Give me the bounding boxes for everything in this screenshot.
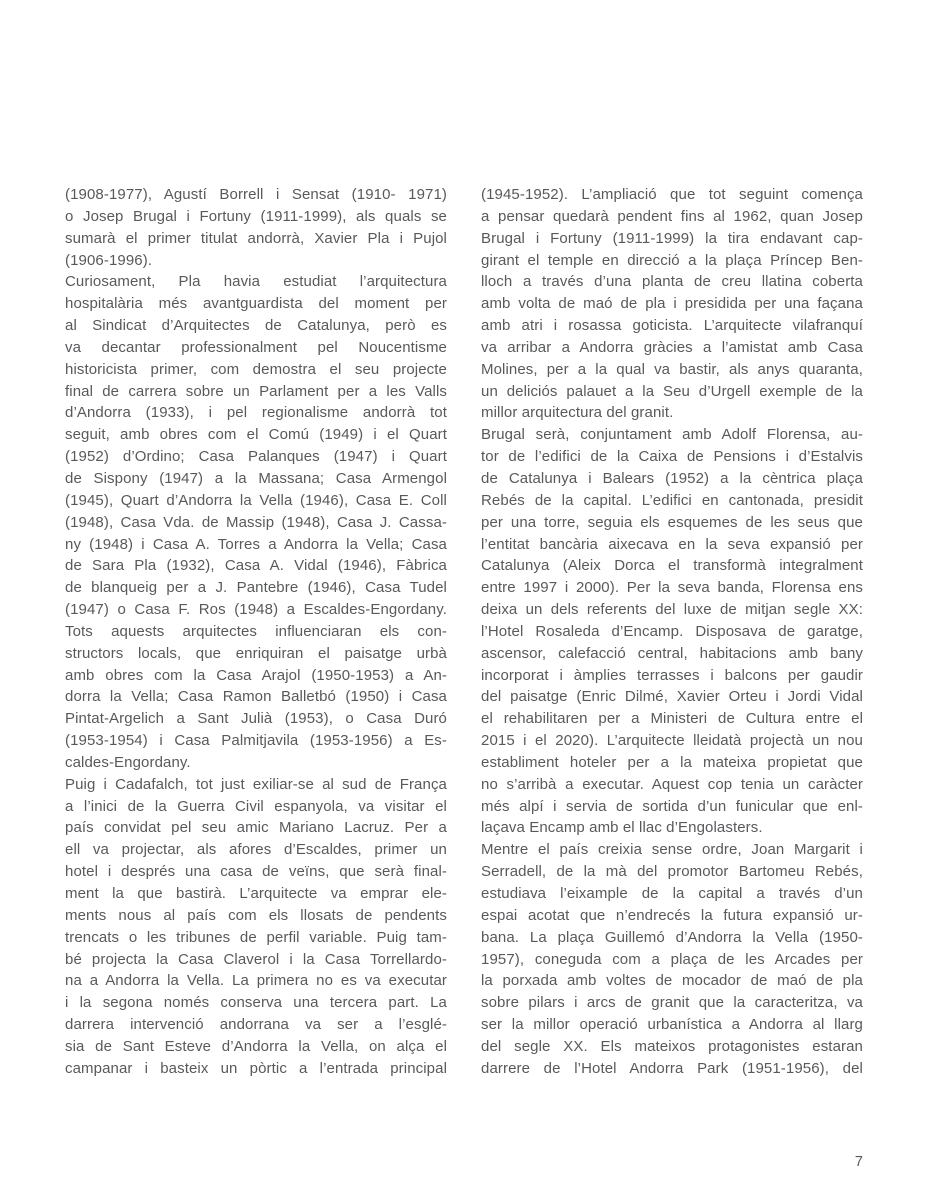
text-line: sia de Sant Esteve d’Andorra la Vella, on alça el [65,1037,447,1055]
text-line: darrera intervenció andorrana va ser a l’esglé- [65,1016,447,1034]
text-line: a l’inici de la Guerra Civil espanyola, va visitar el [65,797,447,815]
text-line: (1953-1954) i Casa Palmitjavila (1953-1956) a Es- [65,732,447,750]
text-columns [65,184,863,1080]
text-line: Rebés de la capital. L’edifici en cantonada, presidit [481,491,863,509]
text-line: (1947) o Casa F. Ros (1948) a Escaldes-Engordany. [65,601,447,619]
text-line: na a Andorra la Vella. La primera no es va executar [65,972,447,990]
text-line: del paisatge (Enric Dilmé, Xavier Orteu i Jordi Vidal [481,688,863,706]
text-line: ser la millor operació urbanística a Andorra al llarg [481,1016,863,1034]
text-line: espai acotat que n’endrecés la futura expansió ur- [481,906,863,924]
text-line: ments nous al país com els llosats de pendents [65,906,447,924]
text-line: tor de l’edifici de la Caixa de Pensions i d’Estalvis [481,448,863,466]
text-line: lloch a través d’una planta de creu llatina coberta [481,273,863,291]
text-line: l’Hotel Rosaleda d’Encamp. Disposava de garatge, [481,622,863,640]
text-line: bana. La plaça Guillemó d’Andorra la Vella (1950- [481,928,863,946]
page-number: 7 [854,1154,863,1170]
text-line: i la segona només conserva una tercera part. La [65,994,447,1012]
text-line: Tots aquests arquitectes influenciaran els con- [65,622,447,640]
text-line: final de carrera sobre un Parlament per a les Valls [65,382,447,400]
text-line: entre 1997 i 2000). Per la seva banda, Florensa ens [481,579,863,597]
text-line: estudiava l’eixample de la capital a través d’un [481,885,863,902]
text-line: Molines, per a la qual va bastir, als anys quaranta, [481,360,863,378]
text-line: laçava Encamp amb el llac d’Engolasters. [481,819,763,837]
text-line: del segle XX. Els mateixos protagonistes estaran [481,1037,863,1055]
text-line: amb volta de maó de pla i presidida per una façana [481,295,863,313]
text-line: structors locals, que enriquiran el paisatge urbà [65,644,447,662]
text-line: (1945-1952). L’ampliació que tot seguint comença [481,186,863,203]
text-line: més alpí i servia de sortida d’un funicular que enl- [481,797,863,815]
text-line: de Sara Pla (1932), Casa A. Vidal (1946), Fàbrica [65,557,447,575]
text-line: o Josep Brugal i Fortuny (1911-1999), als quals se [65,207,447,225]
text-line: la porxada amb voltes de mocador de maó de pla [481,972,863,990]
text-column-right [481,184,863,1080]
text-line: a pensar quedarà pendent fins al 1962, quan Josep [481,207,863,225]
text-line: sobre pilars i arcs de granit que la caracteritza, va [481,994,863,1012]
text-line: Curiosament, Pla havia estudiat l’arquitectura [65,273,447,291]
text-line: de Catalunya i Balears (1952) a la cèntrica plaça [481,469,863,487]
text-line: de blanqueig per a J. Pantebre (1946), Casa Tudel [65,579,447,597]
text-line: ascensor, calefacció central, habitacions amb bany [481,644,863,662]
text-line: historicista primer, com demostra el seu projecte [65,360,447,378]
text-line: Puig i Cadafalch, tot just exiliar-se al sud de França [65,775,447,793]
text-line: dorra la Vella; Casa Ramon Balletbó (1950) i Casa [65,688,447,706]
text-line: 2015 i el 2020). L’arquitecte lleidatà projectà un nou [481,732,863,750]
text-line: amb atri i rosassa goticista. L’arquitecte vilafranquí [481,317,863,335]
text-line: per una torre, seguia els esquemes de les seus que [481,513,863,531]
text-line: 1957), coneguda com a plaça de les Arcades per [481,950,863,968]
text-line: Serradell, de la mà del promotor Bartomeu Rebés, [481,863,863,881]
text-line: un deliciós palauet a la Seu d’Urgell exemple de la [481,382,863,400]
text-line: Mentre el país creixia sense ordre, Joan Margarit i [481,841,863,859]
text-line: caldes-Engordany. [65,753,191,771]
text-line: Catalunya (Aleix Dorca el transformà integralment [481,557,863,575]
text-line: ny (1948) i Casa A. Torres a Andorra la Vella; Casa [65,535,447,553]
text-line: trencats o les tribunes de perfil variable. Puig tam- [65,928,447,946]
text-column-left [65,184,447,1080]
text-line: Brugal i Fortuny (1911-1999) la tira endavant cap- [481,229,863,247]
text-line: seguit, amb obres com el Comú (1949) i el Quart [65,426,447,444]
text-line: (1908-1977), Agustí Borrell i Sensat (1910- 1971) [65,186,447,203]
text-line: (1945), Quart d’Andorra la Vella (1946), Casa E. Coll [65,491,447,509]
text-line: (1948), Casa Vda. de Massip (1948), Casa J. Cassa- [65,513,447,531]
text-line: sumarà el primer titulat andorrà, Xavier Pla i Pujol [65,229,447,247]
text-line: el rehabilitaren per a Ministeri de Cultura entre el [481,710,863,728]
text-line: de Sispony (1947) a la Massana; Casa Armengol [65,469,447,487]
text-line: va arribar a Andorra gràcies a l’amistat amb Casa [481,338,863,356]
text-line: va decantar professionalment pel Noucentisme [65,338,447,356]
text-line: l’entitat bancària aixecava en la seva expansió per [481,535,863,553]
text-line: darrere de l’Hotel Andorra Park (1951-1956), del [481,1059,863,1077]
text-line: (1906-1996). [65,251,153,269]
text-line: girant el temple en direcció a la plaça Príncep Ben- [481,251,863,269]
text-line: d’Andorra (1933), i pel regionalisme andorrà tot [65,404,447,422]
text-line: campanar i basteix un pòrtic a l’entrada principal [65,1059,447,1077]
text-line: (1952) d’Ordino; Casa Palanques (1947) i Quart [65,448,447,466]
text-line: establiment hoteler per a la mateixa propietat que [481,753,863,771]
text-line: al Sindicat d’Arquitectes de Catalunya, però es [65,317,447,335]
text-line: millor arquitectura del granit. [481,404,674,422]
text-line: hotel i després una casa de veïns, que serà final- [65,863,447,881]
text-line: bé projecta la Casa Claverol i la Casa Torrellardo- [65,950,447,968]
text-line: deixa un dels referents del luxe de mitjan segle XX: [481,601,863,619]
text-line: Brugal serà, conjuntament amb Adolf Florensa, au- [481,426,863,444]
text-line: no s’arribà a executar. Aquest cop tenia un caràcter [481,775,863,793]
text-line: ell va projectar, als afores d’Escaldes, primer un [65,841,447,859]
text-line: incorporat i àmplies terrasses i balcons per gaudir [481,666,863,684]
text-line: ment la que bastirà. L’arquitecte va emprar ele- [65,885,447,902]
text-line: hospitalària més avantguardista del moment per [65,295,447,313]
text-line: amb obres com la Casa Arajol (1950-1953) a An- [65,666,447,684]
text-line: país convidat pel seu amic Mariano Lacruz. Per a [65,819,447,837]
text-line: Pintat-Argelich a Sant Julià (1953), o Casa Duró [65,710,447,728]
